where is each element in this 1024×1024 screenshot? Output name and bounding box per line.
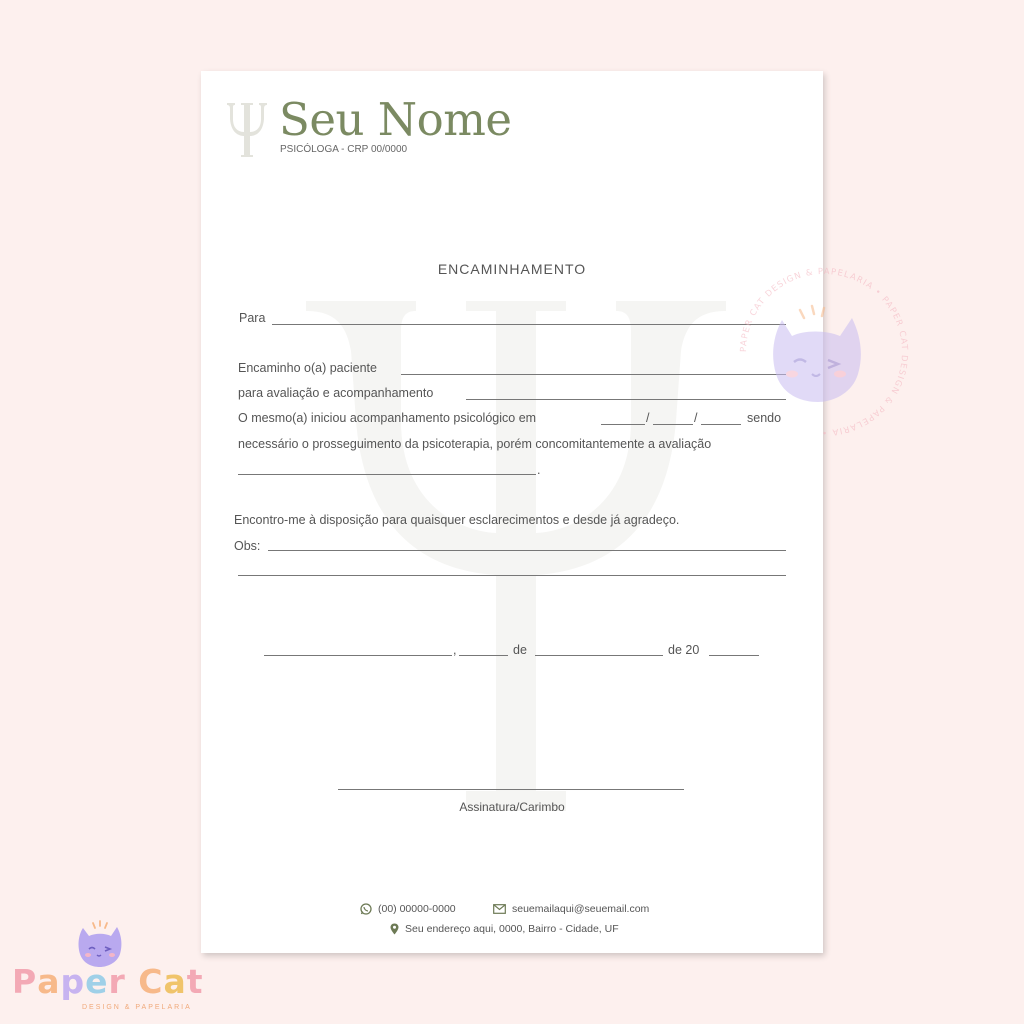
sendo-label: sendo — [747, 411, 782, 425]
professional-subtitle: PSICÓLOGA - CRP 00/0000 — [280, 144, 408, 155]
month-line[interactable] — [535, 655, 663, 656]
continuation-text: necessário o prosseguimento da psicoterapia, porém concomitantemente a avaliação — [238, 437, 712, 451]
wordmark-letter: p — [60, 962, 86, 1001]
wordmark-letter: e — [85, 962, 109, 1001]
availability-text: Encontro-me à disposição para quaisquer esclarecimentos e desde já agradeço. — [234, 513, 680, 527]
psi-watermark-icon — [306, 271, 726, 831]
start-date-label: O mesmo(a) iniciou acompanhamento psicológico em — [238, 411, 537, 425]
wordmark-letter — [126, 962, 139, 1001]
period-mark: . — [537, 463, 541, 477]
para-label: Para — [239, 311, 266, 325]
start-month-line[interactable] — [653, 424, 693, 425]
email-text: seuemailaqui@seuemail.com — [512, 903, 650, 915]
address-text: Seu endereço aqui, 0000, Bairro - Cidade, UF — [405, 923, 619, 935]
location-pin-icon — [390, 923, 399, 935]
email-contact — [493, 903, 649, 915]
paper-cat-stamp — [734, 262, 914, 442]
obs-line-1[interactable] — [268, 550, 786, 551]
psi-logo-icon — [225, 97, 269, 159]
wordmark-letter: a — [163, 962, 187, 1001]
start-day-line[interactable] — [601, 424, 645, 425]
date-slash-2: / — [694, 411, 698, 425]
year-line[interactable] — [709, 655, 759, 656]
paper-cat-wordmark — [12, 962, 204, 1001]
signature-line[interactable] — [338, 789, 684, 790]
wordmark-letter: a — [37, 962, 61, 1001]
date-slash-1: / — [646, 411, 650, 425]
patient-label: Encaminho o(a) paciente — [238, 361, 377, 375]
wordmark-letter: P — [12, 962, 38, 1001]
de-label-2: de 20 — [668, 643, 700, 657]
day-line[interactable] — [459, 655, 508, 656]
wordmark-letter: t — [186, 962, 204, 1001]
signature-label: Assinatura/Carimbo — [459, 800, 565, 814]
obs-label: Obs: — [234, 539, 261, 553]
evaluation-label: para avaliação e acompanhamento — [238, 386, 434, 400]
stamp-text: PAPER CAT DESIGN & PAPELARIA • PAPER CAT DESIGN & PAPELARIA • — [738, 266, 910, 438]
professional-name: Seu Nome — [279, 93, 512, 146]
document-sheet — [201, 71, 823, 953]
patient-line[interactable] — [401, 374, 786, 375]
paper-cat-logo-icon — [74, 920, 126, 968]
document-title: ENCAMINHAMENTO — [437, 261, 587, 277]
envelope-icon — [493, 904, 506, 914]
wordmark-letter: r — [108, 962, 126, 1001]
city-line[interactable] — [264, 655, 452, 656]
para-line[interactable] — [272, 324, 786, 325]
de-label-1: de — [513, 643, 527, 657]
comma-mark: , — [453, 643, 457, 657]
stamp-cat-icon — [773, 306, 861, 402]
obs-line-2[interactable] — [238, 575, 786, 576]
evaluation-type-line[interactable] — [238, 474, 536, 475]
phone-text: (00) 00000-0000 — [378, 903, 456, 915]
paper-cat-tagline: DESIGN & PAPELARIA — [82, 1004, 192, 1011]
phone-contact — [360, 903, 456, 915]
wordmark-letter: C — [138, 962, 164, 1001]
address-contact — [390, 923, 619, 935]
whatsapp-icon — [360, 903, 372, 915]
